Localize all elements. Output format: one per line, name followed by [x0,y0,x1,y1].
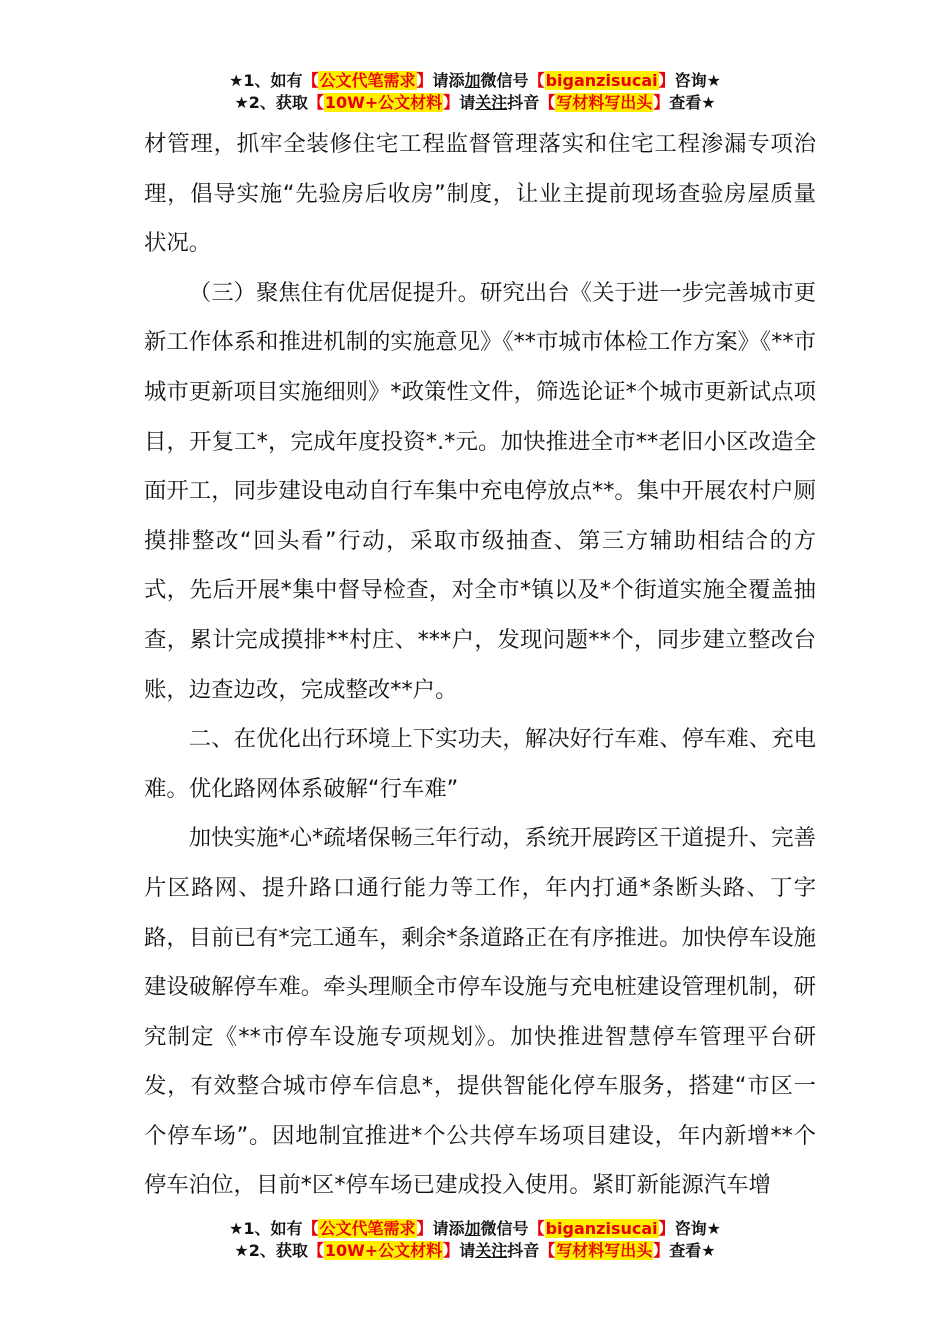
bracket: 【 [539,93,556,112]
banner-text: 抖音 [507,93,540,112]
banner-text: ★2、获取 [234,93,308,112]
bracket: 【 [307,1241,324,1260]
bracket: 】 [416,71,433,90]
banner-text-underlined: 关注 [475,1241,508,1260]
bracket: 【 [528,1219,545,1238]
banner-text: 请添 [432,71,465,90]
banner-text: ★1、如有 [228,71,303,90]
banner-text: 请 [459,1241,476,1260]
banner-text: 查看★ [669,93,716,112]
paragraph-section-three: （三）聚焦住有优居促提升。研究出台《关于进一步完善城市更新工作体系和推进机制的实施意见》《**市城市体检工作方案》《**市城市更新项目实施细则》*政策性文件，筛选论证*个城市更新试点项目，开复工*，完成年度投资*.*元。加快推进全市**老旧小区改造全面开工，同步建设电动自行车集中充电停放点**。集中开展农村户厕摸排整改“回头看”行动，采取市级抽查、第三方辅助相结合的方式，先后开展*集中督导检查，对全市*镇以及*个街道实施全覆盖抽查，累计完成摸排**村庄、***户，发现问题**个，同步建立整改台账，边查边改，完成整改**户。 [144,279,816,703]
banner-line-1 [0,70,950,92]
highlight-douyin-account: 写材料写出头 [556,1241,653,1260]
bracket: 】 [658,71,675,90]
banner-text: 请 [459,93,476,112]
bracket: 】 [443,93,460,112]
paragraph-traffic: 加快实施*心*疏堵保畅三年行动，系统开展跨区干道提升、完善片区路网、提升路口通行能力等工作，年内打通*条断头路、丁字路，目前已有*完工通车，剩余*条道路正在有序推进。加快停车设施建设破解停车难。牵头理顺全市停车设施与充电桩建设管理机制，研究制定《**市停车设施专项规划》。加快推进智慧停车管理平台研发，有效整合城市停车信息*，提供智能化停车服务，搭建“市区一个停车场”。因地制宜推进*个公共停车场项目建设，年内新增**个停车泊位，目前*区*停车场已建成投入使用。紧盯新能源汽车增 [144,825,816,1199]
banner-text: 微信号 [480,1219,529,1238]
bracket: 【 [307,93,324,112]
banner-text: 抖音 [507,1241,540,1260]
highlight-materials: 10W+公文材料 [324,1241,443,1260]
highlight-materials: 10W+公文材料 [324,93,443,112]
banner-line-1 [0,1218,950,1240]
bracket: 】 [658,1219,675,1238]
bracket: 【 [302,1219,319,1238]
banner-text-underlined: 关注 [475,93,508,112]
banner-text: ★1、如有 [228,1219,303,1238]
bracket: 【 [539,1241,556,1260]
paragraph-heading-two: 二、在优化出行环境上下实功夫，解决好行车难、停车难、充电难。优化路网体系破解“行车难” [144,726,816,802]
highlight-douyin-account: 写材料写出头 [556,93,653,112]
banner-text: 咨询★ [674,71,722,90]
banner-text: 请添 [432,1219,465,1238]
bracket: 】 [653,93,670,112]
highlight-wechat-id: biganzisucai [545,71,658,90]
banner-line-2 [0,1240,950,1262]
bracket: 】 [416,1219,433,1238]
highlight-service: 公文代笔需求 [319,71,416,90]
bracket: 】 [653,1241,670,1260]
banner-text-underlined: 加 [464,1219,481,1238]
banner-text-underlined: 加 [464,71,481,90]
highlight-service: 公文代笔需求 [319,1219,416,1238]
bracket: 【 [302,71,319,90]
header-banner [0,70,950,114]
paragraph-continuation: 材管理，抓牢全装修住宅工程监督管理落实和住宅工程渗漏专项治理，倡导实施“先验房后收房”制度，让业主提前现场查验房屋质量状况。 [144,131,816,257]
banner-text: 微信号 [480,71,529,90]
banner-line-2 [0,92,950,114]
banner-text: ★2、获取 [234,1241,308,1260]
footer-banner [0,1218,950,1262]
banner-text: 查看★ [669,1241,716,1260]
bracket: 【 [528,71,545,90]
banner-text: 咨询★ [674,1219,722,1238]
document-body [144,120,816,1211]
bracket: 】 [443,1241,460,1260]
highlight-wechat-id: biganzisucai [545,1219,658,1238]
